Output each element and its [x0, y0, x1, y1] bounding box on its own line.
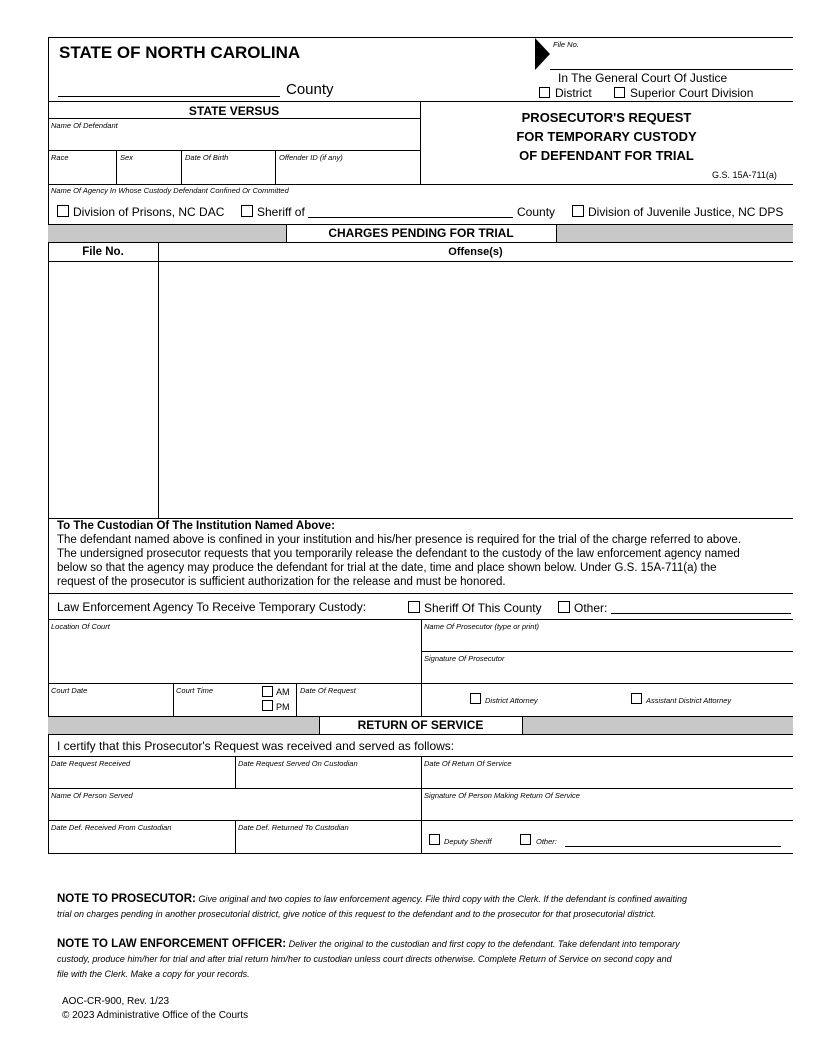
- other-agency-label: Other:: [574, 601, 608, 615]
- deputy-checkbox[interactable]: [429, 834, 440, 845]
- file-no-entry[interactable]: [49, 262, 158, 517]
- county-label: County: [286, 81, 334, 98]
- prosecutor-signature-label: Signature Of Prosecutor: [424, 654, 505, 663]
- note-officer: [57, 937, 793, 982]
- ada-checkbox[interactable]: [631, 693, 642, 704]
- date-return-label: Date Of Return Of Service: [424, 759, 512, 768]
- signature-return-label: Signature Of Person Making Return Of Service: [424, 791, 580, 800]
- prosecutor-name-label: Name Of Prosecutor (type or print): [424, 622, 540, 631]
- file-no-arrow-icon: [535, 38, 550, 70]
- sheriff-county-label: County: [517, 205, 556, 219]
- pm-label: PM: [276, 702, 290, 712]
- custodian-line2: The undersigned prosecutor requests that you temporarily release the defendant to the custody of the law enforcement agency named: [57, 548, 740, 560]
- superior-label: Superior Court Division: [630, 86, 754, 100]
- other-agency-line[interactable]: [611, 613, 791, 614]
- statute-ref: G.S. 15A-711(a): [712, 170, 777, 180]
- location-label: Location Of Court: [51, 622, 110, 631]
- county-line[interactable]: [58, 96, 280, 97]
- juvenile-checkbox[interactable]: [572, 205, 584, 217]
- offense-entry[interactable]: [159, 262, 793, 517]
- return-other-checkbox[interactable]: [520, 834, 531, 845]
- custodian-heading: To The Custodian Of The Institution Named Above:: [57, 520, 335, 532]
- person-served-label: Name Of Person Served: [51, 791, 133, 800]
- sex-label: Sex: [120, 153, 133, 162]
- deputy-label: Deputy Sheriff: [444, 837, 492, 846]
- charges-heading: CHARGES PENDING FOR TRIAL: [328, 226, 514, 240]
- offender-id-label: Offender ID (if any): [279, 153, 343, 162]
- return-heading: RETURN OF SERVICE: [357, 718, 484, 732]
- da-label: District Attorney: [485, 696, 538, 705]
- sheriff-this-county-label: Sheriff Of This County: [424, 601, 542, 615]
- dob-label: Date Of Birth: [185, 153, 229, 162]
- sheriff-this-county-checkbox[interactable]: [408, 601, 420, 613]
- note-prosecutor-heading: NOTE TO PROSECUTOR:: [57, 893, 196, 905]
- prisons-label: Division of Prisons, NC DAC: [73, 205, 225, 219]
- pm-checkbox[interactable]: [262, 700, 273, 711]
- form-title-line2: FOR TEMPORARY CUSTODY: [516, 129, 697, 144]
- district-label: District: [555, 86, 592, 100]
- note-officer-text2: custody, produce him/her for trial and after trial return him/her to custodian unless court directs otherwise. Complete Return of Service on second copy and: [57, 954, 672, 964]
- am-checkbox[interactable]: [262, 686, 273, 697]
- def-returned-label: Date Def. Returned To Custodian: [238, 823, 349, 832]
- race-label: Race: [51, 153, 69, 162]
- note-officer-text1: Deliver the original to the custodian and first copy to the defendant. Take defendant into temporary: [288, 939, 680, 949]
- law-enforcement-label: Law Enforcement Agency To Receive Temporary Custody:: [57, 600, 367, 614]
- ada-label: Assistant District Attorney: [646, 696, 732, 705]
- form-title-line1: PROSECUTOR'S REQUEST: [521, 110, 692, 125]
- state-title: STATE OF NORTH CAROLINA: [59, 43, 301, 62]
- court-name: In The General Court Of Justice: [558, 71, 728, 85]
- certify-text: I certify that this Prosecutor's Request was received and served as follows:: [57, 739, 455, 753]
- prisons-checkbox[interactable]: [57, 205, 69, 217]
- return-other-line[interactable]: [565, 846, 781, 847]
- request-date-label: Date Of Request: [300, 686, 356, 695]
- defendant-name-label: Name Of Defendant: [51, 121, 118, 130]
- date-served-label: Date Request Served On Custodian: [238, 759, 358, 768]
- court-date-label: Court Date: [51, 686, 88, 695]
- sheriff-county-line[interactable]: [308, 217, 513, 218]
- date-received-label: Date Request Received: [51, 759, 131, 768]
- note-prosecutor-text1: Give original and two copies to law enforcement agency. File third copy with the Clerk. If the defendant is confined awaiting: [198, 894, 687, 904]
- note-prosecutor: [57, 892, 793, 922]
- am-label: AM: [276, 687, 290, 697]
- return-other-label: Other:: [536, 837, 557, 846]
- offense-header: Offense(s): [448, 246, 503, 258]
- custodian-line4: request of the prosecutor is sufficient authorization for the release and must be honored.: [57, 576, 506, 588]
- da-checkbox[interactable]: [470, 693, 481, 704]
- custodian-line3: below so that the agency may produce the defendant for trial at the date, time and place shown below. Under G.S. 15A-711(a) the: [57, 562, 717, 574]
- def-received-label: Date Def. Received From Custodian: [51, 823, 172, 832]
- note-officer-heading: NOTE TO LAW ENFORCEMENT OFFICER:: [57, 938, 287, 950]
- form-number: AOC-CR-900, Rev. 1/23: [62, 996, 170, 1007]
- agency-label: Name Of Agency In Whose Custody Defendant Confined Or Committed: [51, 186, 289, 195]
- sheriff-checkbox[interactable]: [241, 205, 253, 217]
- court-time-label: Court Time: [176, 686, 214, 695]
- copyright: © 2023 Administrative Office of the Courts: [62, 1010, 249, 1021]
- form-title-line3: OF DEFENDANT FOR TRIAL: [519, 148, 694, 163]
- district-checkbox[interactable]: [539, 87, 550, 98]
- custodian-line1: The defendant named above is confined in your institution and his/her presence is required for the trial of the charge referred to above.: [57, 534, 742, 546]
- file-no-header: File No.: [82, 246, 124, 258]
- sheriff-label: Sheriff of: [257, 205, 305, 219]
- note-prosecutor-text2: trial on charges pending in another prosecutorial district, give notice of this request to the defendant and to the prosecutor for that prosecutorial district.: [57, 909, 656, 919]
- juvenile-label: Division of Juvenile Justice, NC DPS: [588, 205, 784, 219]
- note-officer-text3: file with the Clerk. Make a copy for your records.: [57, 969, 250, 979]
- file-no-label: File No.: [553, 40, 579, 49]
- state-versus: STATE VERSUS: [188, 104, 280, 118]
- superior-checkbox[interactable]: [614, 87, 625, 98]
- other-agency-checkbox[interactable]: [558, 601, 570, 613]
